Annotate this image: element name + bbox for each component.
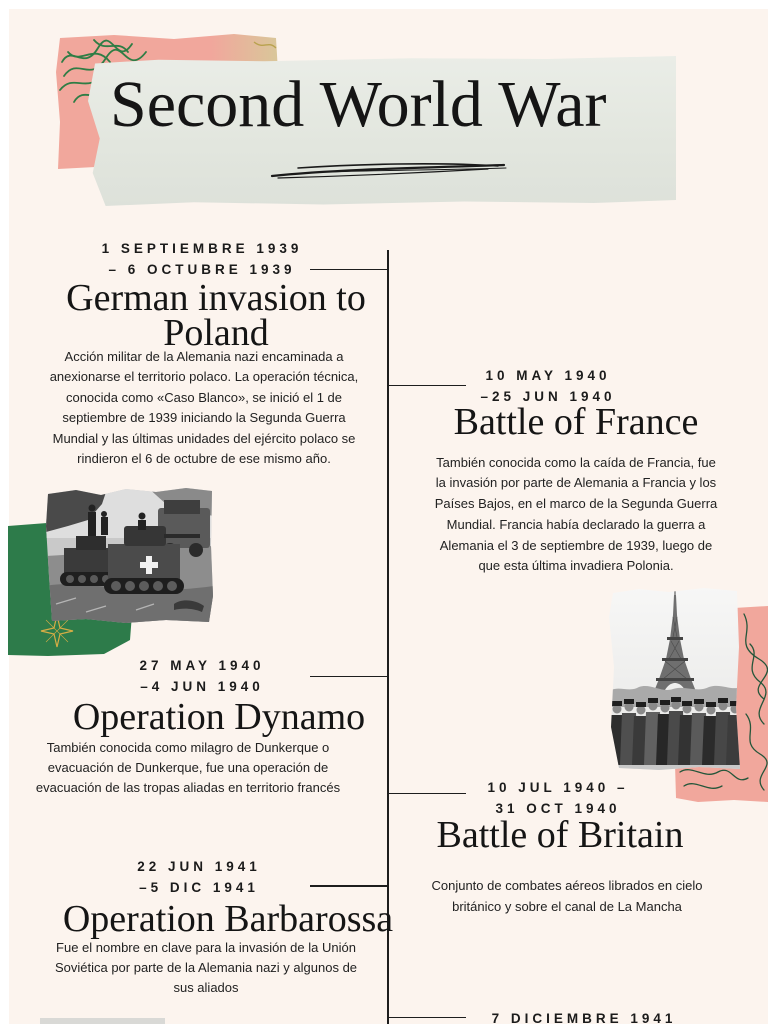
timeline-connector	[310, 676, 388, 678]
event-date-end: –25 JUN 1940	[480, 388, 616, 404]
event-description: Conjunto de combates aéreos librados en cielo británico y sobre el canal de La Mancha	[431, 877, 703, 914]
event-date-end: –5 DIC 1941	[139, 879, 259, 895]
tanks-photo	[46, 486, 214, 624]
event-date	[57, 856, 337, 898]
ink-scribble-decoration	[268, 156, 510, 186]
timeline-connector	[388, 793, 466, 795]
timeline-connector	[388, 385, 466, 387]
event-date-start: 1 SEPTIEMBRE 1939	[101, 241, 303, 256]
event-description: Acción militar de la Alemania nazi encaminada a anexionarse el territorio polaco. La operación técnica, conocida como «Caso Blanco», se inició el 1 de septiembre de 1939 iniciando la Segunda Guerra Mundial y las últimas unidades del ejército polaco se rindieron el 6 de octubre de ese mismo año.	[49, 349, 359, 467]
crowd-silhouettes	[609, 697, 741, 765]
event-date-end: 31 OCT 1940	[495, 800, 621, 816]
event-date-end: –4 JUN 1940	[140, 678, 264, 694]
event-date-start: 10 JUL 1940 –	[487, 779, 629, 795]
event-date	[60, 238, 340, 280]
timeline-connector	[310, 885, 388, 887]
event-date-end: – 6 OCTUBRE 1939	[108, 262, 296, 277]
event-date-start: 27 MAY 1940	[139, 657, 265, 673]
event-date-start: 7 DICIEMBRE 1941	[491, 1010, 677, 1024]
event-title: Battle of France	[453, 401, 699, 443]
event-title: German invasion to Poland	[66, 277, 366, 354]
event-date-clipped	[442, 1006, 722, 1024]
timeline-connector	[310, 269, 388, 271]
eiffel-tower-photo	[609, 587, 741, 771]
event-description: Fue el nombre en clave para la invasión de la Unión Soviética por parte de la Alemania nazi y algunos de sus aliados	[54, 940, 358, 995]
event-title: Operation Dynamo	[72, 696, 366, 738]
page-title: Second World War	[110, 68, 607, 141]
photo-fragment	[40, 1018, 165, 1024]
event-description: También conocida como milagro de Dunkerque o evacuación de Dunkerque, fue una operación de evacuación de las tropas aliadas en territorio francés	[35, 740, 341, 795]
event-date-start: 22 JUN 1941	[137, 858, 261, 874]
event-description: También conocida como la caída de Francia, fue la invasión por parte de Alemania a Francia y los Países Bajos, en el marco de la Segunda Guerra Mundial. Francia había declarado la guerra a Alemania el 3 de septiembre de 1939, luego de que esta última invadiera Polonia.	[434, 454, 718, 574]
event-title: Battle of Britain	[436, 814, 684, 856]
event-title: Operation Barbarossa	[62, 898, 394, 940]
event-date	[416, 777, 696, 819]
event-date	[60, 655, 340, 697]
event-date-start: 10 MAY 1940	[485, 367, 611, 383]
